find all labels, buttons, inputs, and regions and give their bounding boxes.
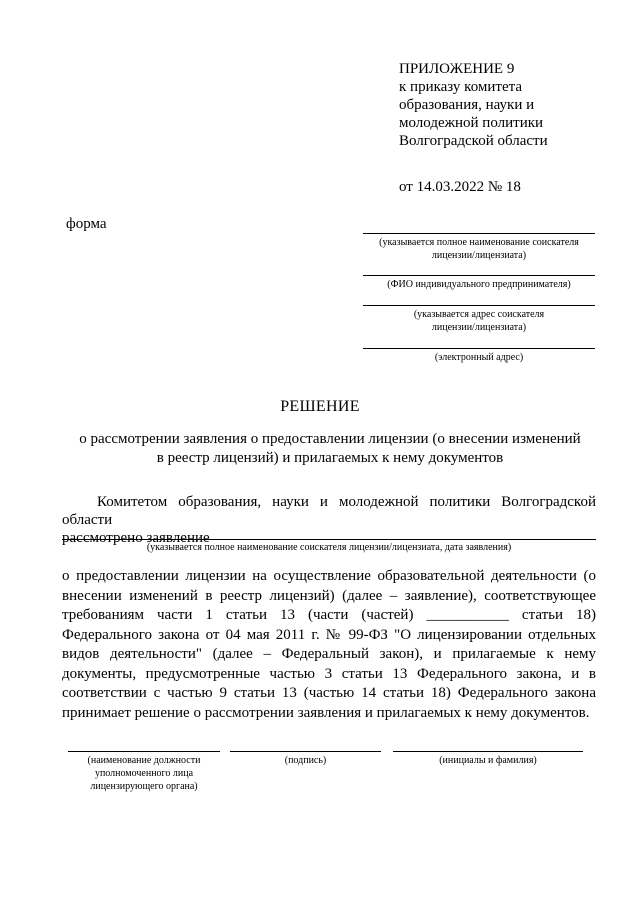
applicant-name-field [363, 233, 595, 262]
appendix-date: от 14.03.2022 № 18 [399, 179, 521, 195]
subtitle-line-2: в реестр лицензий) и прилагаемых к нему документов [156, 450, 504, 466]
document-subtitle [60, 430, 600, 468]
appendix-block [399, 60, 548, 196]
intro-line-1: Комитетом образования, науки и молодежной политики Волгоградской области [62, 494, 596, 528]
email-field [363, 348, 595, 364]
address-field [363, 305, 595, 334]
signature-line [230, 751, 381, 752]
document-title: РЕШЕНИЕ [280, 398, 360, 415]
signature-field [230, 751, 381, 767]
applicant-name-caption-2: лицензии/лицензиата) [431, 250, 527, 261]
position-line [68, 751, 220, 752]
name-line [393, 751, 583, 752]
fio-line [363, 275, 595, 276]
position-caption-3: лицензирующего органа) [90, 781, 198, 792]
subtitle-line-1: о рассмотрении заявления о предоставлении лицензии (о внесении изменений [79, 431, 581, 447]
appendix-number: ПРИЛОЖЕНИЕ 9 [399, 61, 515, 77]
appendix-order-line: к приказу комитета [399, 79, 523, 95]
form-label: форма [66, 216, 107, 232]
applicant-name-line [363, 233, 595, 234]
applicant-caption: (указывается полное наименование соискателя лицензии/лицензиата, дата заявления) [146, 542, 512, 553]
address-caption-2: лицензии/лицензиата) [431, 322, 527, 333]
appendix-policy-line: молодежной политики [399, 115, 544, 131]
address-line [363, 305, 595, 306]
appendix-committee-line: образования, науки и [399, 97, 535, 113]
email-caption: (электронный адрес) [434, 352, 524, 363]
applicant-line [62, 539, 596, 540]
position-signature-field [68, 751, 220, 793]
email-line [363, 348, 595, 349]
signature-caption: (подпись) [284, 755, 327, 766]
position-caption-2: уполномоченного лица [94, 768, 194, 779]
name-caption: (инициалы и фамилия) [439, 755, 537, 766]
appendix-region-line: Волгоградской области [399, 133, 548, 149]
position-caption-1: (наименование должности [87, 755, 201, 766]
fio-field [363, 275, 595, 291]
body-paragraph: о предоставлении лицензии на осуществление образовательной деятельности (о внесении изменений в реестр лицензий) (далее – заявление), соответствующее требованиям части 1 статьи 13 (части (частей) ___________ статьи 18) Федерального закона от 04 мая 2011 г. № 99-ФЗ "О лицензировании отдельных видов деятельности" (далее – Федеральный закон), и прилагаемые к нему документы, предусмотренные частью 3 статьи 13 Федерального закона, и в соответствии с частью 9 статьи 13 (частью 14 статьи 18) Федерального закона принимает решение о рассмотрении заявления и прилагаемых к нему документов. [62, 568, 596, 721]
fio-caption: (ФИО индивидуального предпринимателя) [387, 279, 571, 290]
address-caption-1: (указывается адрес соискателя [413, 309, 545, 320]
applicant-name-caption-1: (указывается полное наименование соискателя [379, 237, 579, 248]
intro-line-2: рассмотрено заявление [62, 530, 210, 546]
name-signature-field [393, 751, 583, 767]
applicant-field [62, 539, 596, 553]
